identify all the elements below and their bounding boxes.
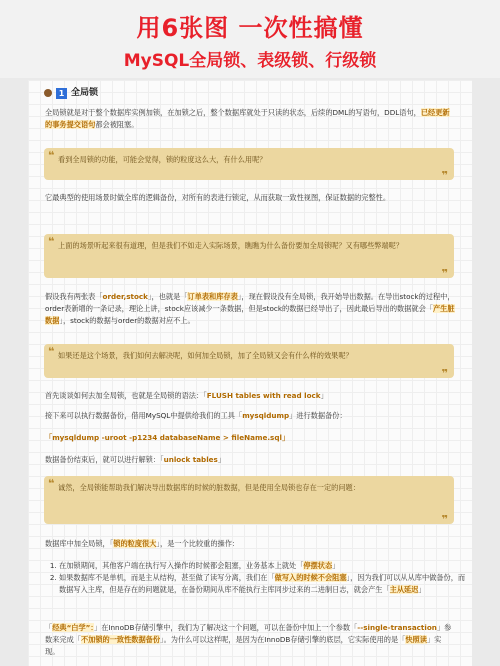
highlight: 订单表和库存表 bbox=[187, 292, 238, 301]
quote-open-icon: ❝ bbox=[48, 149, 55, 162]
code-inline: order,stock bbox=[102, 292, 148, 301]
section-title: 全局锁 bbox=[71, 88, 99, 98]
highlight: 停摆状态 bbox=[303, 561, 333, 570]
text: 都会被阻塞。 bbox=[95, 120, 139, 129]
code-inline: FLUSH tables with read lock bbox=[206, 391, 321, 400]
quote-text: 诚然，全局锁能帮助我们解决导出数据库的时候的脏数据，但是使用全局锁也存在一定的问题： bbox=[58, 483, 360, 492]
quote-close-icon: ❞ bbox=[441, 267, 448, 280]
text: 」 bbox=[320, 391, 328, 400]
paragraph-usage: 它最典型的使用场景时做全库的逻辑备份，对所有的表进行锁定，从而获取一致性视图，保证数据的完整性。 bbox=[45, 193, 391, 202]
highlight: 已经更新的事务提交语句 bbox=[45, 108, 450, 129]
quote-close-icon: ❞ bbox=[441, 169, 448, 182]
paragraph-intro bbox=[45, 107, 455, 131]
highlight: 不加锁的一致性数据备份 bbox=[80, 635, 161, 644]
text: 」。为什么可以这样呢，是因为在InnoDB存储引擎的底层，它实际使用的是「 bbox=[160, 635, 406, 644]
paragraph-innodb bbox=[45, 622, 455, 658]
highlight: 产生脏数据 bbox=[45, 304, 455, 325]
highlight: 锁的粒度很大 bbox=[113, 539, 157, 548]
quote-close-icon: ❞ bbox=[441, 513, 448, 526]
paragraph-issues bbox=[45, 538, 455, 550]
text: 」在InnoDB存储引擎中，我们为了解决这一个问题，可以在备份中加上一个参数「 bbox=[94, 623, 358, 632]
text: 如果数据库不是单机，而是主从结构，甚至做了读写分离，我们在「 bbox=[59, 573, 275, 582]
text: 」 bbox=[217, 455, 226, 464]
quote-text: 看到全局锁的功能，可能会觉得，锁的粒度这么大，有什么用呢？ bbox=[58, 155, 267, 164]
text: 接下来可以执行数据备份，借用MySQL中提供给我们的工具「 bbox=[45, 411, 243, 420]
paragraph-unlock bbox=[45, 454, 455, 466]
text: 」 bbox=[418, 585, 426, 594]
text: 全局锁就是对于整个数据库实例加锁，在加锁之后，整个数据库就处于只读的状态，后续的DML的写语句，DDL语句， bbox=[45, 108, 421, 117]
highlight: 经典“白学”： bbox=[52, 623, 94, 632]
issues-list bbox=[45, 560, 469, 596]
quote-block bbox=[44, 234, 454, 278]
text: 」，现在假设没有全局锁，我开始导出数据。在导出stock的过程中，order表新增的一条记录，理论上讲，stock应该减少一条数据，但是stock的数据已经导出了，因此最后导出的数据就会「 bbox=[45, 292, 455, 313]
text: 「 bbox=[45, 623, 53, 632]
highlight: 快照读 bbox=[405, 635, 427, 644]
text: 假设我有两张表「 bbox=[45, 292, 103, 301]
quote-close-icon: ❞ bbox=[441, 367, 448, 380]
section-number-badge: 1 bbox=[56, 88, 67, 99]
list-item bbox=[59, 572, 469, 596]
text: 」，也就是「 bbox=[147, 292, 188, 301]
code-inline: unlock tables bbox=[163, 455, 218, 464]
quote-open-icon: ❝ bbox=[48, 235, 55, 248]
text: 在加锁期间，其他客户端在执行写入操作的时候都会阻塞，业务基本上就处「 bbox=[59, 561, 304, 570]
text: 首先谈谈如何去加全局锁，也就是全局锁的语法：「 bbox=[45, 391, 207, 400]
quote-block bbox=[44, 476, 454, 524]
highlight: 主从延迟 bbox=[389, 585, 419, 594]
quote-text: 上面的场景听起来很有道理，但是我们不如走入实际场景，瞧瞧为什么备份要加全局锁呢？又有哪些弊端呢？ bbox=[58, 241, 404, 250]
text: 」参数来完成「 bbox=[45, 623, 452, 644]
code-command: 「mysqldump -uroot -p1234 databaseName > fileName.sql」 bbox=[45, 433, 290, 442]
text: 」 bbox=[332, 561, 340, 570]
text: 」实现。 bbox=[45, 635, 442, 656]
code-inline: mysqldump bbox=[242, 411, 290, 420]
text: 」，因为我们可以从从库中做备份，而数据写入主库，但是存在的问题就是，在备份期间从库不能执行主库同步过来的二进制日志，就会产生「 bbox=[59, 573, 466, 594]
quote-open-icon: ❝ bbox=[48, 345, 55, 358]
bullet-dot-icon bbox=[44, 89, 52, 97]
text: 」，stock的数据与order的数据对应不上。 bbox=[59, 316, 195, 325]
highlight: 做写入的时候不会阻塞 bbox=[274, 573, 347, 582]
code-inline: --single-transaction bbox=[357, 623, 437, 632]
text: 数据备份结束后，就可以进行解锁：「 bbox=[45, 455, 164, 464]
paragraph-lock-syntax bbox=[45, 390, 455, 402]
quote-block bbox=[44, 344, 454, 378]
section-heading bbox=[44, 87, 98, 99]
article-body bbox=[28, 80, 472, 666]
paragraph-scenario bbox=[45, 291, 455, 327]
quote-open-icon: ❝ bbox=[48, 477, 55, 490]
paragraph-backup bbox=[45, 410, 455, 422]
quote-block bbox=[44, 148, 454, 180]
text: 数据库中加全局锁，「 bbox=[45, 539, 114, 548]
title-banner bbox=[0, 0, 500, 78]
list-item bbox=[59, 560, 469, 572]
quote-text: 如果还是这个场景，我们如何去解决呢，如何加全局锁，加了全局锁又会有什么样的效果呢？ bbox=[58, 351, 353, 360]
text: 」，是一个比较重的操作： bbox=[156, 539, 240, 548]
text: 」进行数据备份： bbox=[289, 411, 347, 420]
banner-subtitle: MySQL全局锁、表级锁、行级锁 bbox=[123, 51, 377, 71]
banner-title: 用6张图 一次性搞懂 bbox=[136, 14, 364, 42]
